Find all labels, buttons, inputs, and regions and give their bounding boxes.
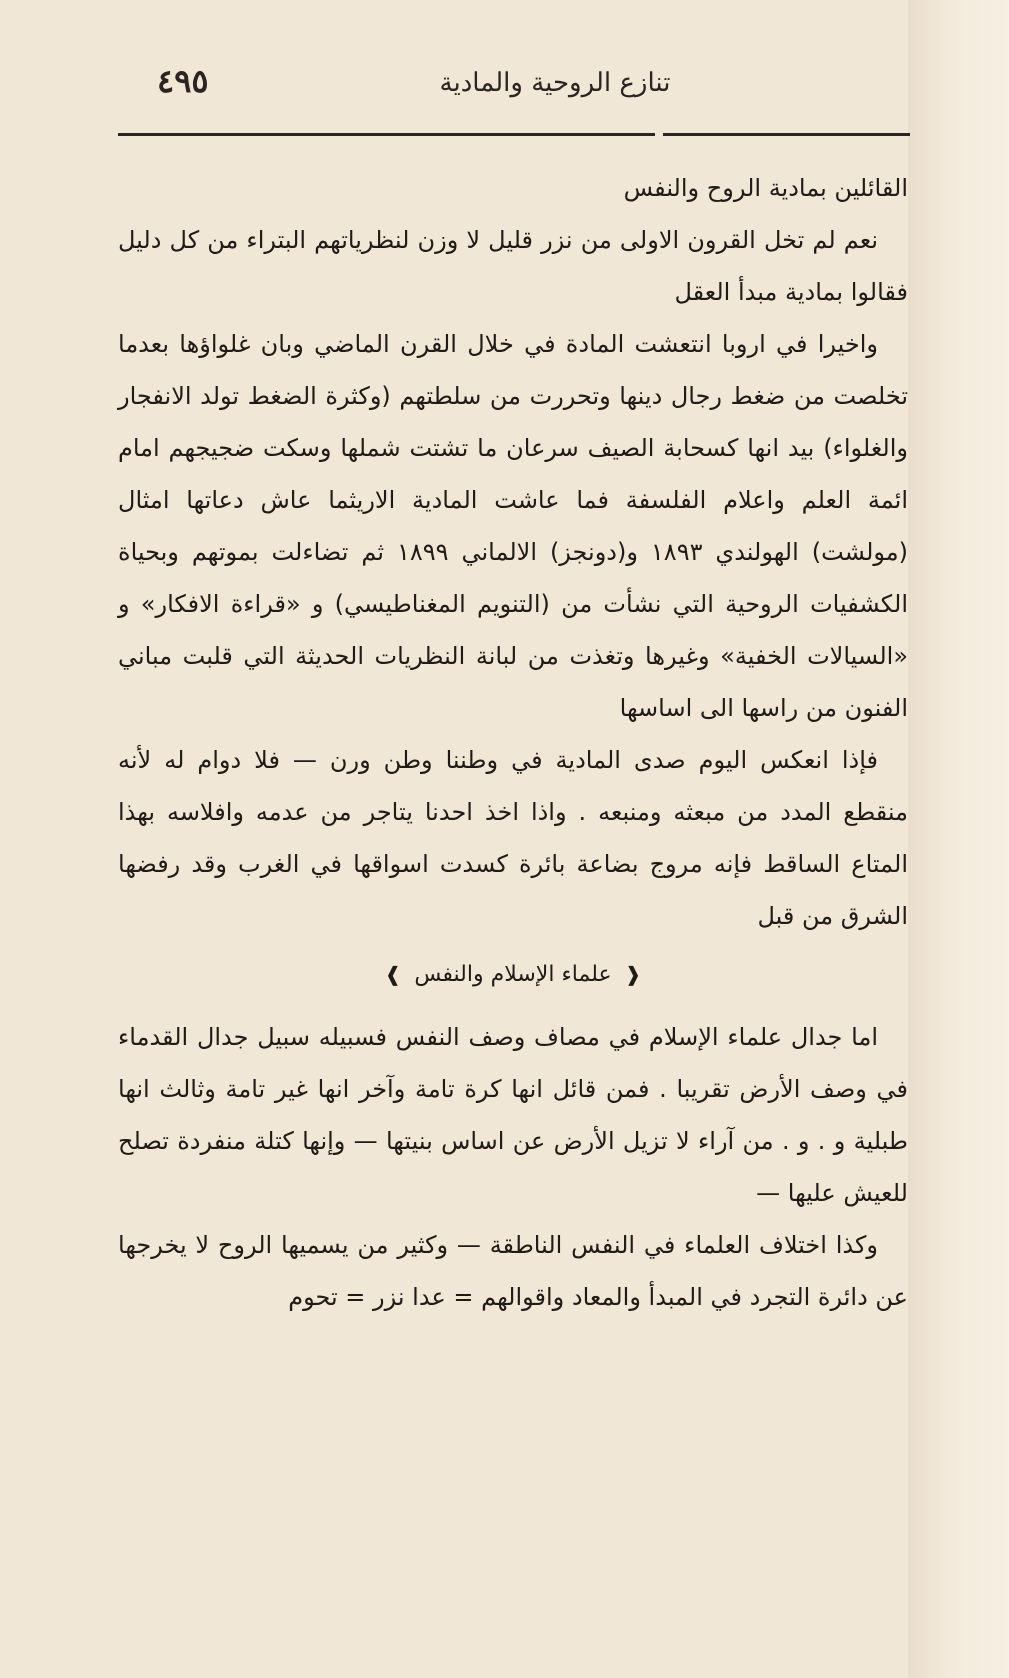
paragraph-4: فإذا انعكس اليوم صدى المادية في وطننا وطن ورن — فلا دوام له لأنه منقطع المدد من مبعثه ومنبعه . واذا اخذ احدنا يتاجر من عدمه وافلاسه بهذا المتاع الساقط فإنه مروج بضاعة بائرة كسدت اسواقها في الغرب وقد رفضها الشرق من قبل xyxy=(118,746,908,930)
header-rule xyxy=(118,133,910,136)
paragraph-6: وكذا اختلاف العلماء في النفس الناطقة — وكثير من يسميها الروح لا يخرجها عن دائرة التجرد في المبدأ والمعاد واقوالهم = عدا نزر = تحوم xyxy=(118,1231,908,1311)
section-heading-text: علماء الإسلام والنفس xyxy=(414,962,612,987)
page-body xyxy=(118,162,908,1323)
paragraph-5: اما جدال علماء الإسلام في مصاف وصف النفس فسبيله سبيل جدال القدماء في وصف الأرض تقريبا . فمن قائل انها كرة تامة وآخر انها غير تامة وثالث انها طبلية و . و . من آراء لا تزيل الأرض عن اساس بنيتها — وإنها كتلة منفردة تصلح للعيش عليها — xyxy=(118,1023,908,1207)
ornament-left-icon: ❱ xyxy=(384,962,402,986)
page-number: ٤٩٥ xyxy=(157,62,209,100)
paragraph-3: واخيرا في اروبا انتعشت المادة في خلال القرن الماضي وبان غلواؤها بعدما تخلصت من ضغط رجال دينها وتحررت من سلطتهم (وكثرة الضغط تولد الانفجار والغلواء) بيد انها كسحابة الصيف سرعان ما تشتت شملها وسكت ضجيجهم امام ائمة العلم واعلام الفلسفة فما عاشت المادية الاريثما عاش دعاتها امثال (مولشت) الهولندي ١٨٩٣ و(دونجز) الالماني ١٨٩٩ ثم تضاءلت بموتهم وبحياة الكشفيات الروحية التي نشأت من (التنويم المغناطيسي) و «قراءة الافكار» و «السيالات الخفية» وغيرها وتغذت من لبانة النظريات الحديثة التي قلبت مباني الفنون من راسها الى اساسها xyxy=(118,330,909,722)
running-title: تنازع الروحية والمادية xyxy=(439,68,671,98)
section-heading xyxy=(118,950,908,999)
ornament-right-icon: ❰ xyxy=(624,962,642,986)
paragraph-2: نعم لم تخل القرون الاولى من نزر قليل لا وزن لنظرياتهم البتراء من كل دليل فقالوا بمادية مبدأ العقل xyxy=(118,226,908,306)
paragraph-1: القائلين بمادية الروح والنفس xyxy=(623,174,908,202)
page-header xyxy=(115,58,910,118)
page-edge xyxy=(908,0,1009,1678)
header-rule-gap xyxy=(655,130,663,138)
